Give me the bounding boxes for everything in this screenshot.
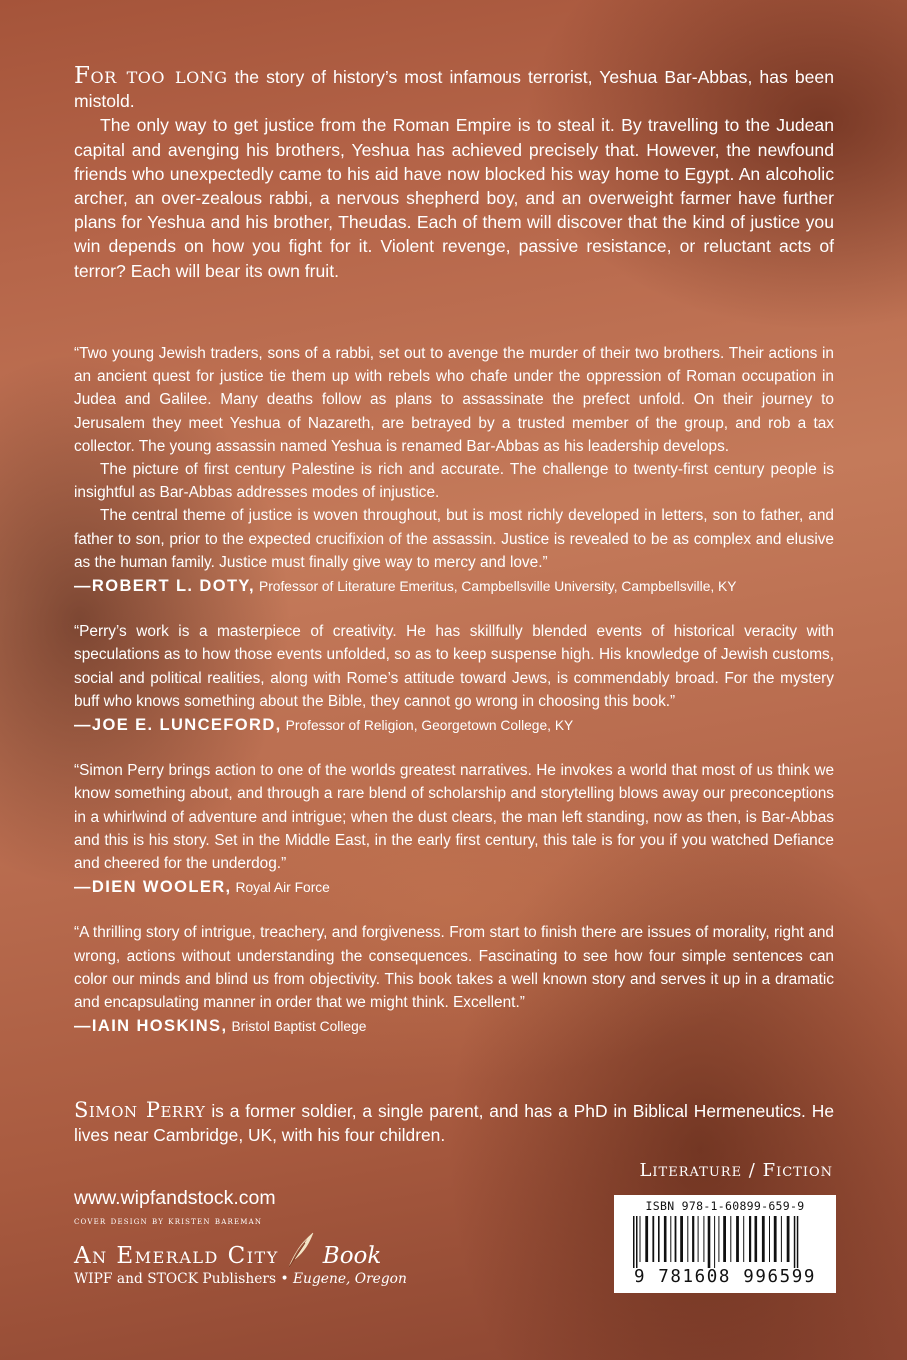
imprint-book: Book	[322, 1243, 382, 1269]
synopsis-lead-text: the story of history’s most infamous terrorist, Yeshua Bar-Abbas, has been mistold.	[74, 67, 834, 112]
endorser-name: —JOE E. LUNCEFORD,	[74, 716, 282, 735]
genre-label: Literature / Fiction	[639, 1160, 833, 1181]
endorsement-attribution	[74, 1015, 834, 1038]
endorsements	[74, 342, 834, 1060]
endorsement-paragraph: “Simon Perry brings action to one of the worlds greatest narratives. He invokes a world that most of us think we know something about, and through a rare blend of scholarship and storytelling blows away our preconceptions in a whirlwind of adventure and intrigue; when the dust clears, the man left standing, now as then, is Bar-Abbas and this is his story. Set in the Middle East, in the early first century, this tale is for you if you watched Defiance and cheered for the underdog.”	[74, 762, 834, 873]
endorsement-paragraph: “A thrilling story of intrigue, treachery, and forgiveness. From start to finish there are issues of morality, right and wrong, actions without understanding the consequences. Fascinating to see how four simple sentences can color our minds and blind us from objectivity. This book takes a well known story and serves it up in a dramatic and encapsulating manner in order that we might think. Excellent.”	[74, 924, 834, 1012]
endorsement-attribution	[74, 714, 834, 737]
publisher-name: WIPF and STOCK Publishers	[74, 1271, 277, 1287]
endorsement-hoskins	[74, 921, 834, 1038]
endorsement-paragraph: “Perry’s work is a masterpiece of creativity. He has skillfully blended events of historical veracity with speculations as to how those events unfolded, so as to keep suspense high. His knowledge of Jewish customs, social and political realities, along with Rome’s attitude toward Jews, is commendably broad. For the mystery buff who knows something about the Bible, they cannot go wrong in choosing this book.”	[74, 623, 834, 710]
synopsis	[74, 64, 834, 283]
synopsis-lead-caps: For too long	[74, 63, 228, 89]
endorser-name: —DIEN WOOLER,	[74, 878, 232, 897]
endorsement-paragraph: The picture of first century Palestine is rich and accurate. The challenge to twenty-first century people is insightful as Bar-Abbas addresses modes of injustice.	[74, 461, 834, 502]
barcode-bars	[627, 1216, 823, 1268]
endorser-name: —ROBERT L. DOTY,	[74, 577, 255, 596]
endorser-name: —IAIN HOSKINS,	[74, 1017, 228, 1036]
isbn-number: ISBN 978-1-60899-659-9	[645, 1199, 805, 1213]
endorsement-lunceford	[74, 620, 834, 737]
endorser-affiliation: Royal Air Force	[235, 880, 330, 896]
author-bio	[74, 1098, 834, 1147]
endorsement-paragraph: The central theme of justice is woven throughout, but is most richly developed in letters, son to father, and father to son, prior to the expected crucifixion of the assassin. Justice is revealed to be as complex and elusive as the human family. Justice must finally give way to mercy and love.”	[74, 507, 834, 571]
isbn-barcode	[614, 1195, 836, 1293]
imprint-name: An Emerald City	[74, 1243, 279, 1269]
endorsement-attribution	[74, 575, 834, 598]
quill-feather-icon	[285, 1231, 317, 1269]
publisher-website: www.wipfandstock.com	[74, 1187, 276, 1209]
synopsis-body: The only way to get justice from the Roman Empire is to steal it. By travelling to the Judean capital and avenging his brothers, Yeshua has achieved precisely that. However, the newfound friends who unexpectedly came to his aid have now blocked his way home to Egypt. An alcoholic archer, an over-zealous rabbi, a nervous shepherd boy, and an overweight farmer have further plans for Yeshua and his brother, Theudas. Each of them will discover that the kind of justice you win depends on how you fight for it. Violent revenge, passive resistance, or reluctant acts of terror? Each will bear its own fruit.	[74, 115, 834, 281]
endorsement-wooler	[74, 759, 834, 899]
publisher-line: WIPF and STOCK Publishers • Eugene, Oregon	[74, 1271, 407, 1287]
barcode-digits: 9 781608 996599	[633, 1267, 817, 1287]
endorser-affiliation: Professor of Literature Emeritus, Campbellsville University, Campbellsville, KY	[259, 579, 737, 595]
author-name: Simon Perry	[74, 1098, 206, 1122]
imprint-logo	[74, 1231, 434, 1269]
cover-credit: cover design by kristen bareman	[74, 1216, 263, 1227]
synopsis-lead	[74, 64, 834, 113]
endorser-affiliation: Professor of Religion, Georgetown College, KY	[285, 718, 574, 734]
endorsement-attribution	[74, 876, 834, 899]
endorsement-doty	[74, 342, 834, 598]
author-bio-text	[74, 1098, 834, 1147]
endorser-affiliation: Bristol Baptist College	[231, 1019, 367, 1035]
publisher-location: Eugene, Oregon	[292, 1271, 407, 1287]
publisher-block	[74, 1187, 434, 1287]
author-bio-body: is a former soldier, a single parent, and has a PhD in Biblical Hermeneutics. He lives near Cambridge, UK, with his four children.	[74, 1101, 834, 1145]
endorsement-paragraph: “Two young Jewish traders, sons of a rabbi, set out to avenge the murder of their two brothers. Their actions in an ancient quest for justice tie them up with rebels who chafe under the oppression of Roman occupation in Judea and Galilee. Many deaths follow as plans to assassinate the prefect unfold. On their journey to Jerusalem they meet Yeshua of Nazareth, are betrayed by a trusted member of the group, and rob a tax collector. The young assassin named Yeshua is renamed Bar-Abbas as his leadership develops.	[74, 345, 834, 455]
